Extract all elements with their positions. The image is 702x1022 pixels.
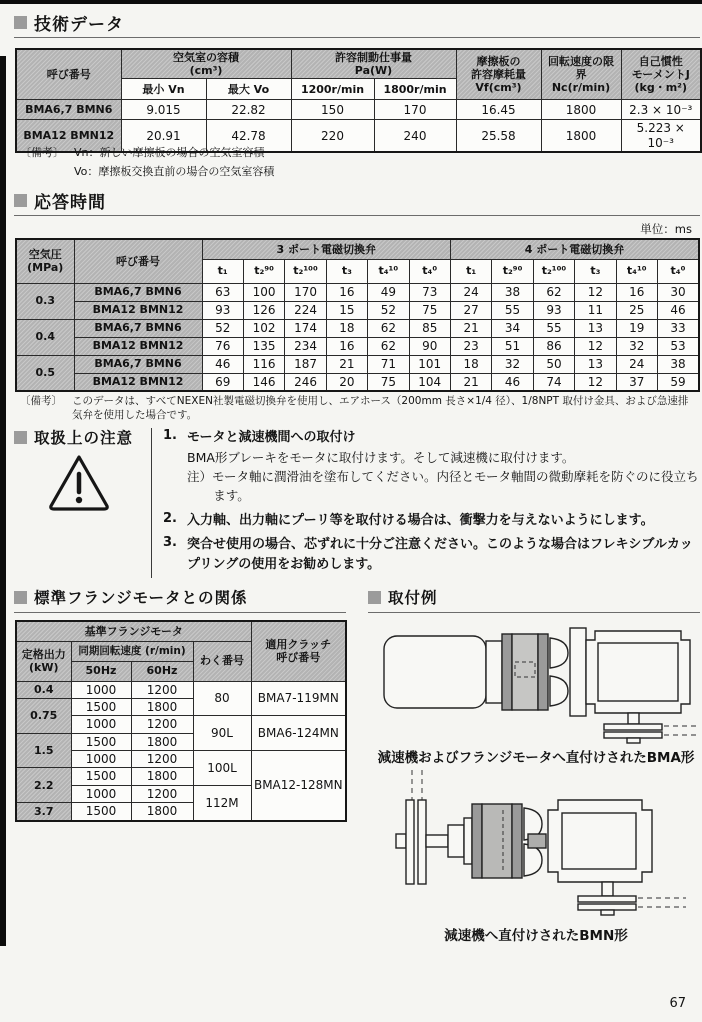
- cell: 38: [657, 355, 699, 373]
- t-header: t₂¹⁰⁰: [285, 259, 326, 283]
- item-title: 突合せ使用の場合、芯ずれに十分ご注意ください。このような場合はフレキシブルカップリングの使用をお勧めします。: [187, 537, 693, 572]
- cell: 12: [575, 337, 616, 355]
- cell: 86: [533, 337, 574, 355]
- scan-edge-left: [0, 56, 6, 946]
- table-row: [16, 49, 701, 79]
- response-time-table: [15, 238, 700, 392]
- item-note: 注）モータ軸に潤滑油を塗布してください。内径とモータ軸間の微動摩耗を防ぐのに役立ちます。: [187, 468, 699, 504]
- t-header: t₁: [450, 259, 491, 283]
- cell: 1200: [131, 716, 193, 733]
- cell: 93: [202, 301, 243, 319]
- cell: 15: [326, 301, 367, 319]
- item-number: 2.: [163, 510, 177, 526]
- cell: 1000: [71, 785, 131, 802]
- cell: 21: [326, 355, 367, 373]
- section-title-text: 取扱上の注意: [34, 429, 134, 447]
- section-marker-icon: [14, 16, 27, 29]
- pressure-cell: 0.4: [16, 319, 74, 355]
- col-header-max-vo: 最大 Vo: [206, 79, 291, 100]
- model-cell: BMA6,7 BMN6: [74, 355, 202, 373]
- col-header-air-volume: [121, 49, 291, 79]
- item-title: 入力軸、出力軸にプーリ等を取付ける場合は、衝撃力を与えないようにします。: [187, 512, 654, 528]
- t-header: t₂⁹⁰: [243, 259, 284, 283]
- table-row: [16, 100, 701, 120]
- section-marker-icon: [14, 431, 27, 444]
- cell: 85: [409, 319, 450, 337]
- cell: 63: [202, 283, 243, 301]
- header-line: 呼び番号: [276, 651, 321, 665]
- tech-data-note: [20, 144, 274, 179]
- cell: 1000: [71, 751, 131, 768]
- cell: 16: [326, 337, 367, 355]
- kw-cell: 3.7: [16, 803, 71, 821]
- bma-mounting-diagram: [376, 622, 700, 744]
- col-header-base-motor: 基準フランジモータ: [16, 621, 251, 641]
- cell: 16: [326, 283, 367, 301]
- list-item: [163, 535, 700, 574]
- cell: 74: [533, 373, 574, 391]
- cell: 1200: [131, 785, 193, 802]
- item-number: 1.: [163, 428, 177, 443]
- cell: 76: [202, 337, 243, 355]
- cell: 51: [492, 337, 533, 355]
- cell: 1200: [131, 751, 193, 768]
- cell: 62: [368, 337, 409, 355]
- cell: 19: [616, 319, 657, 337]
- note-line: Vo：摩擦板交換直前の場合の空気室容積: [74, 165, 275, 178]
- model-cell: BMA6,7 BMN6: [74, 319, 202, 337]
- section-marker-icon: [14, 194, 27, 207]
- cell: 21: [450, 373, 491, 391]
- model-cell: BMA12 BMN12: [16, 120, 121, 152]
- header-line: 回転速度の限界: [548, 54, 614, 82]
- cell: 224: [285, 301, 326, 319]
- col-header-60hz: 60Hz: [131, 661, 193, 681]
- cell: 90: [409, 337, 450, 355]
- unit-label: 単位：ms: [640, 222, 692, 236]
- cell: 2.3 × 10⁻³: [621, 100, 701, 120]
- cell: 246: [285, 373, 326, 391]
- model-cell: BMA12 BMN12: [74, 301, 202, 319]
- cell: 13: [575, 319, 616, 337]
- cell: 21: [450, 319, 491, 337]
- cell: 49: [368, 283, 409, 301]
- section-rule: [14, 37, 700, 38]
- cell: 220: [291, 120, 374, 152]
- cell: 46: [202, 355, 243, 373]
- col-header-sync-speed: 同期回転速度 (r/min): [71, 641, 193, 661]
- cell: 1500: [71, 733, 131, 750]
- note-label: 〔備考〕: [20, 146, 64, 159]
- cell: 1000: [71, 716, 131, 733]
- cell: 187: [285, 355, 326, 373]
- col-header-wear: [456, 49, 541, 100]
- cell: 174: [285, 319, 326, 337]
- header-line: 自己慣性: [638, 54, 683, 68]
- cell: 9.015: [121, 100, 206, 120]
- header-line: (cm³): [189, 64, 223, 78]
- t-header: t₂⁹⁰: [492, 259, 533, 283]
- cell: 170: [374, 100, 456, 120]
- page-number: 67: [669, 996, 686, 1011]
- cell: 126: [243, 301, 284, 319]
- response-time-note: [20, 394, 692, 422]
- clutch-cell: BMA12-128MN: [251, 751, 346, 821]
- cell: 150: [291, 100, 374, 120]
- cell: 32: [492, 355, 533, 373]
- response-time-section-title: [14, 188, 106, 213]
- cell: 34: [492, 319, 533, 337]
- header-line: Nc(r/min): [551, 81, 611, 95]
- col-header-3port: 3 ポート電磁切換弁: [202, 239, 450, 259]
- header-line: 許容制動仕事量: [335, 51, 412, 64]
- bmn-caption: 減速機へ直付けされたBMN形: [444, 928, 628, 944]
- table-row: [16, 337, 699, 355]
- flange-motor-section-title: [14, 586, 248, 608]
- cell: 69: [202, 373, 243, 391]
- col-header-min-vn: 最小 Vn: [121, 79, 206, 100]
- item-number: 3.: [163, 535, 177, 551]
- header-line: 空気圧: [28, 248, 62, 262]
- cell: 12: [575, 373, 616, 391]
- model-cell: BMA12 BMN12: [74, 337, 202, 355]
- col-header-1200: 1200r/min: [291, 79, 374, 100]
- item-title: モータと減速機間への取付け: [187, 430, 356, 445]
- cell: 30: [657, 283, 699, 301]
- kw-cell: 1.5: [16, 733, 71, 768]
- cell: 22.82: [206, 100, 291, 120]
- clutch-cell: BMA7-119MN: [251, 681, 346, 716]
- table-row: [16, 373, 699, 391]
- header-line: (MPa): [27, 261, 64, 275]
- cell: 42.78: [206, 120, 291, 152]
- t-header: t₄⁰: [409, 259, 450, 283]
- warning-icon: [46, 452, 112, 514]
- clutch-cell: BMA6-124MN: [251, 716, 346, 751]
- cell: 170: [285, 283, 326, 301]
- col-header-speed-limit: [541, 49, 621, 100]
- frame-cell: 100L: [193, 751, 251, 786]
- cell: 53: [657, 337, 699, 355]
- cell: 75: [368, 373, 409, 391]
- section-title-text: 取付例: [388, 589, 438, 607]
- table-row: [16, 621, 346, 641]
- cell: 62: [533, 283, 574, 301]
- list-item: [163, 511, 700, 531]
- header-line: Pa(W): [354, 64, 393, 78]
- cell: 59: [657, 373, 699, 391]
- kw-cell: 0.4: [16, 681, 71, 698]
- bma-caption: 減速機およびフランジモータへ直付けされたBMA形: [377, 750, 695, 766]
- cell: 135: [243, 337, 284, 355]
- header-line: 許容摩耗量: [471, 68, 526, 82]
- col-header-50hz: 50Hz: [71, 661, 131, 681]
- col-header-model: 呼び番号: [74, 239, 202, 283]
- header-line: モーメントJ: [631, 68, 690, 82]
- cell: 1500: [71, 698, 131, 715]
- item-body: BMA形ブレーキをモータに取付けます。そして減速機に取付けます。: [187, 449, 575, 465]
- cell: 33: [657, 319, 699, 337]
- col-header-4port: 4 ポート電磁切換弁: [450, 239, 699, 259]
- section-title-text: 応答時間: [34, 193, 106, 213]
- col-header-inertia: [621, 49, 701, 100]
- handling-list: [163, 428, 700, 579]
- cell: 16: [616, 283, 657, 301]
- table-row: [16, 319, 699, 337]
- header-line: 空気室の容積: [173, 51, 239, 64]
- table-row: [16, 301, 699, 319]
- kw-cell: 2.2: [16, 768, 71, 803]
- cell: 20.91: [121, 120, 206, 152]
- cell: 13: [575, 355, 616, 373]
- cell: 1800: [131, 803, 193, 821]
- cell: 20: [326, 373, 367, 391]
- cell: 75: [409, 301, 450, 319]
- model-cell: BMA6,7 BMN6: [74, 283, 202, 301]
- cell: 11: [575, 301, 616, 319]
- cell: 116: [243, 355, 284, 373]
- bmn-mounting-diagram: [376, 770, 700, 922]
- cell: 1500: [71, 803, 131, 821]
- section-marker-icon: [14, 591, 27, 604]
- cell: 5.223 × 10⁻³: [621, 120, 701, 152]
- motor-body: [384, 636, 486, 708]
- col-header-clutch: [251, 621, 346, 681]
- list-item: [163, 428, 700, 506]
- cell: 50: [533, 355, 574, 373]
- mounting-section-title: [368, 586, 438, 608]
- cell: 38: [492, 283, 533, 301]
- cell: 62: [368, 319, 409, 337]
- t-header: t₄¹⁰: [368, 259, 409, 283]
- cell: 93: [533, 301, 574, 319]
- cell: 146: [243, 373, 284, 391]
- cell: 23: [450, 337, 491, 355]
- frame-cell: 80: [193, 681, 251, 716]
- cell: 12: [575, 283, 616, 301]
- table-row: [16, 681, 346, 698]
- cell: 240: [374, 120, 456, 152]
- cell: 1500: [71, 768, 131, 785]
- cell: 16.45: [456, 100, 541, 120]
- cell: 55: [492, 301, 533, 319]
- kw-cell: 0.75: [16, 698, 71, 733]
- cell: 24: [616, 355, 657, 373]
- cell: 1000: [71, 681, 131, 698]
- t-header: t₁: [202, 259, 243, 283]
- cell: 27: [450, 301, 491, 319]
- pressure-cell: 0.3: [16, 283, 74, 319]
- scan-edge-top: [0, 0, 702, 4]
- cell: 37: [616, 373, 657, 391]
- section-rule: [14, 215, 700, 216]
- cell: 100: [243, 283, 284, 301]
- t-header: t₂¹⁰⁰: [533, 259, 574, 283]
- header-line: 摩擦板の: [476, 54, 521, 68]
- cell: 24: [450, 283, 491, 301]
- model-cell: BMA6,7 BMN6: [16, 100, 121, 120]
- cell: 1200: [131, 681, 193, 698]
- table-row: [16, 283, 699, 301]
- cell: 55: [533, 319, 574, 337]
- cell: 73: [409, 283, 450, 301]
- cell: 1800: [541, 100, 621, 120]
- cell: 104: [409, 373, 450, 391]
- tech-data-section-title: [14, 10, 124, 35]
- col-header-frame: わく番号: [193, 641, 251, 681]
- col-header-model: 呼び番号: [16, 49, 121, 100]
- cell: 52: [368, 301, 409, 319]
- cell: 1800: [541, 120, 621, 152]
- section-rule: [14, 612, 346, 613]
- cell: 52: [202, 319, 243, 337]
- table-row: [16, 355, 699, 373]
- cell: 25: [616, 301, 657, 319]
- header-line: 適用クラッチ: [265, 638, 332, 652]
- header-line: Vf(cm³): [475, 81, 522, 95]
- handling-section-title: [14, 426, 133, 448]
- cell: 71: [368, 355, 409, 373]
- col-header-braking: [291, 49, 456, 79]
- cell: 18: [326, 319, 367, 337]
- pressure-cell: 0.5: [16, 355, 74, 391]
- cell: 32: [616, 337, 657, 355]
- cell: 1800: [131, 768, 193, 785]
- cell: 25.58: [456, 120, 541, 152]
- cell: 1800: [131, 698, 193, 715]
- col-header-1800: 1800r/min: [374, 79, 456, 100]
- section-rule: [368, 612, 700, 613]
- t-header: t₃: [326, 259, 367, 283]
- cell: 101: [409, 355, 450, 373]
- note-text: このデータは、すべてNEXEN社製電磁切換弁を使用し、エアホース（200mm 長さ×1/4 径）、1/8NPT 取付け金具、および急速排気弁を使用した場合です。: [72, 395, 689, 422]
- cell: 18: [450, 355, 491, 373]
- cell: 234: [285, 337, 326, 355]
- tech-data-table: [15, 48, 702, 153]
- note-label: 〔備考〕: [20, 395, 62, 407]
- flange-motor-table: [15, 620, 347, 822]
- note-line: Vn：新しい摩擦板の場合の空気室容積: [74, 146, 265, 159]
- frame-cell: 90L: [193, 716, 251, 751]
- header-line: 定格出力: [21, 647, 66, 661]
- section-marker-icon: [368, 591, 381, 604]
- section-title-text: 技術データ: [34, 15, 124, 35]
- t-header: t₄¹⁰: [616, 259, 657, 283]
- cell: 46: [492, 373, 533, 391]
- t-header: t₃: [575, 259, 616, 283]
- section-title-text: 標準フランジモータとの関係: [34, 589, 248, 607]
- cell: 1800: [131, 733, 193, 750]
- cell: 102: [243, 319, 284, 337]
- t-header: t₄⁰: [657, 259, 699, 283]
- handling-divider: [151, 428, 152, 578]
- frame-cell: 112M: [193, 785, 251, 820]
- table-row: [16, 239, 699, 259]
- header-line: (kW): [28, 661, 59, 674]
- col-header-rated-output: [16, 641, 71, 681]
- header-line: (kg・m²): [634, 81, 688, 95]
- col-header-pressure: [16, 239, 74, 283]
- cell: 46: [657, 301, 699, 319]
- model-cell: BMA12 BMN12: [74, 373, 202, 391]
